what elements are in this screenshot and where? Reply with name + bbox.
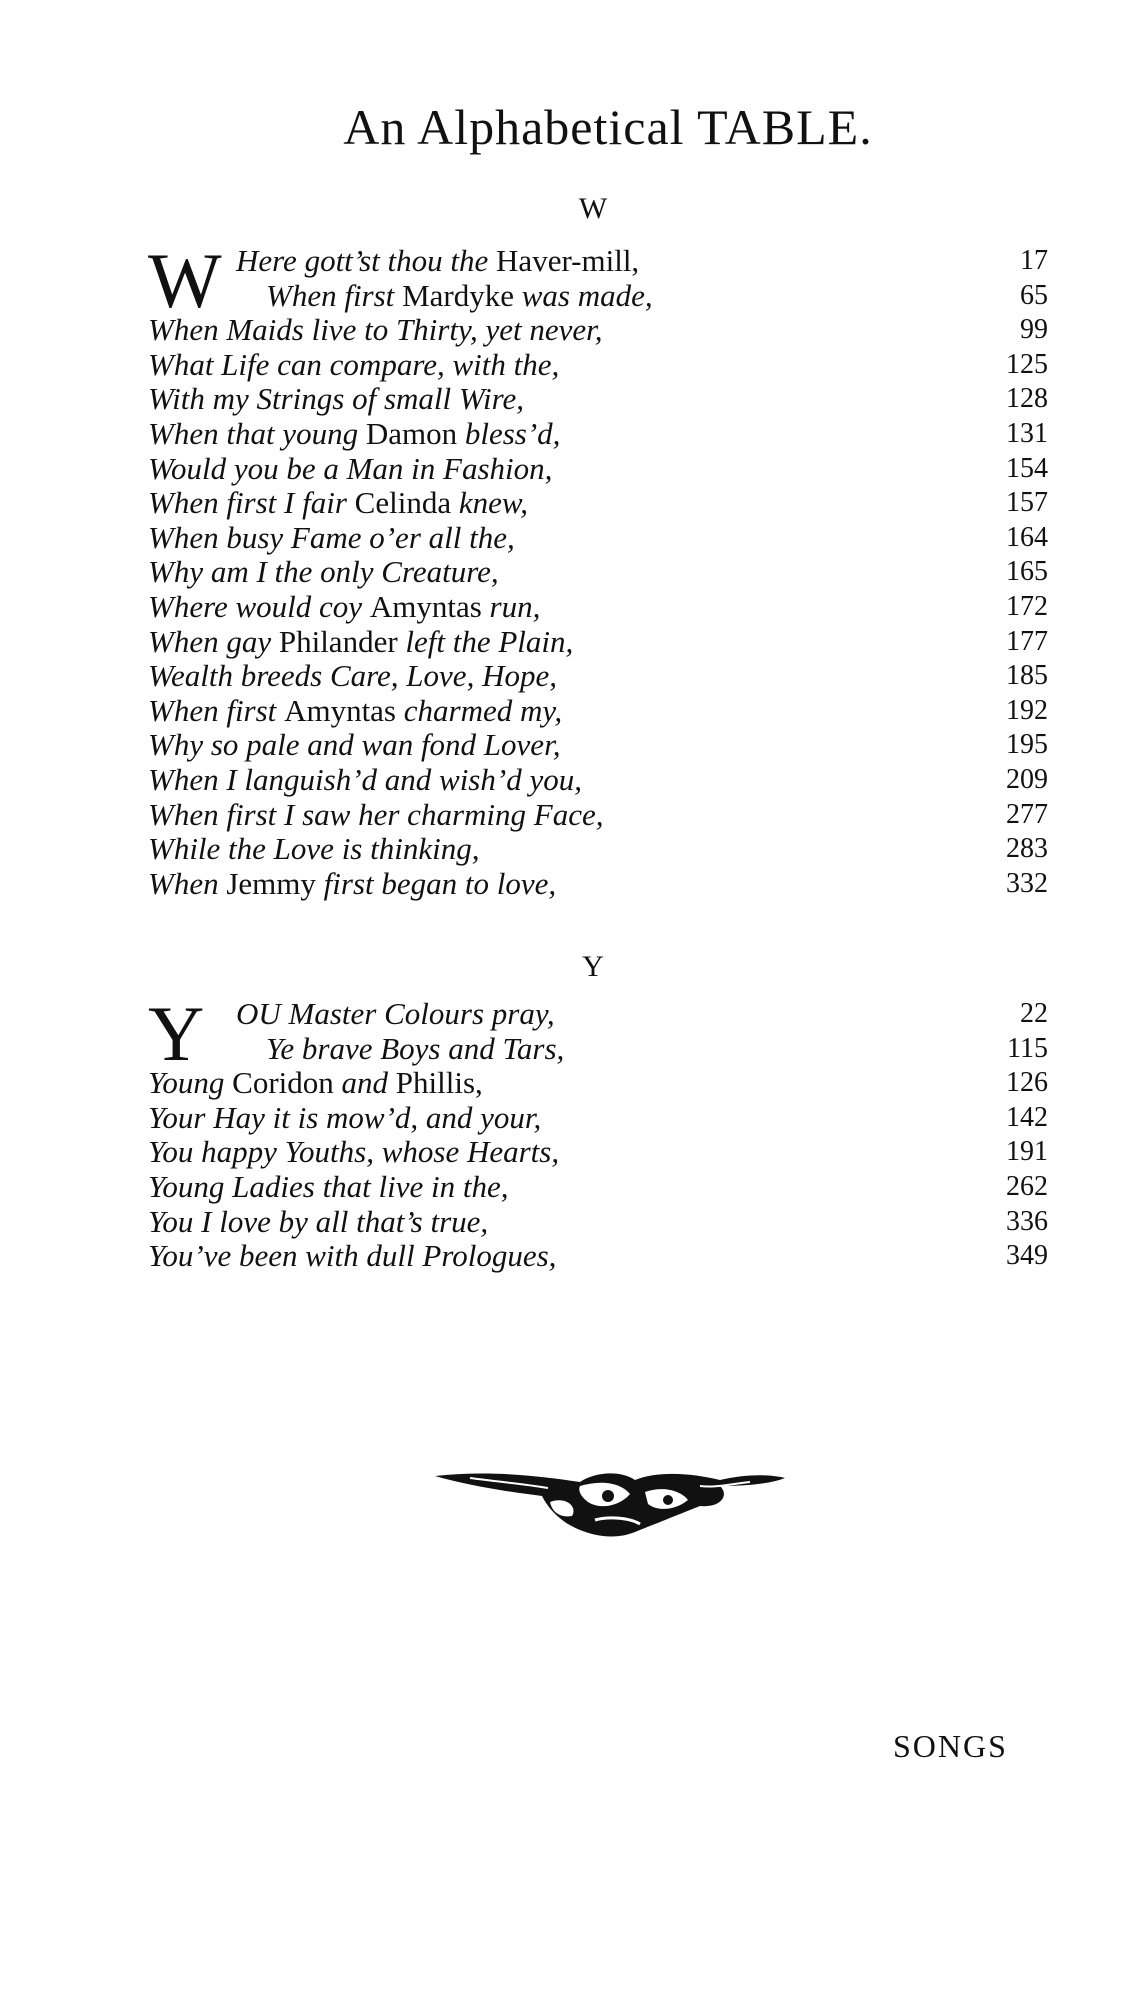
page-number: 115: [1007, 1032, 1048, 1064]
entry-text: knew,: [458, 485, 528, 521]
drop-cap: W: [148, 237, 222, 324]
entry-text: OU Master Colours pray,: [236, 996, 555, 1031]
page-number: 277: [1006, 798, 1048, 830]
floral-ornament-icon: [430, 1462, 790, 1552]
section-w-entries: [148, 237, 1048, 901]
entry-first-line: [148, 590, 540, 625]
table-row: [148, 382, 1048, 417]
entry-text: You’ve been with dull Prologues,: [148, 1238, 557, 1274]
table-row: [148, 1135, 1048, 1170]
page-number: 185: [1006, 660, 1048, 692]
table-row: [148, 625, 1048, 660]
table-row: [148, 1170, 1048, 1205]
page-number: 131: [1006, 417, 1048, 449]
section-letter-y: Y: [582, 950, 604, 983]
page-number: 126: [1006, 1067, 1048, 1099]
entry-text: You I love by all that’s true,: [148, 1203, 489, 1239]
page-title: An Alphabetical TABLE.: [343, 99, 873, 155]
entry-text: Ye brave Boys and Tars,: [266, 1030, 565, 1066]
entry-text: Where would coy: [148, 588, 370, 624]
section-y-entries: [148, 990, 1048, 1274]
page-number: 283: [1006, 833, 1048, 865]
page-number: 165: [1006, 556, 1048, 588]
entry-text: Haver-mill,: [496, 243, 640, 278]
table-row: [148, 313, 1048, 348]
page-number: 65: [1020, 279, 1048, 311]
entry-text: With my Strings of small Wire,: [148, 381, 525, 417]
entry-first-line: [148, 382, 524, 417]
entry-text: What Life can compare, with the,: [148, 346, 560, 382]
page-number: 142: [1006, 1101, 1048, 1133]
entry-first-line: [148, 694, 562, 729]
entry-text: Why am I the only Creature,: [148, 554, 499, 590]
table-row: [148, 348, 1048, 383]
table-row: [148, 832, 1048, 867]
table-row: [148, 763, 1048, 798]
entry-text: first began to love,: [323, 865, 557, 901]
entry-first-line: [148, 728, 560, 763]
page-number: 192: [1006, 694, 1048, 726]
entry-text: When gay: [148, 623, 279, 659]
table-row: [148, 1101, 1048, 1136]
entry-first-line: [148, 1032, 564, 1067]
drop-cap: Y: [148, 990, 205, 1077]
entry-text: and: [341, 1065, 396, 1101]
entry-text: Wealth breeds Care, Love, Hope,: [148, 658, 557, 694]
entry-first-line: [148, 1170, 509, 1205]
page-number: 164: [1006, 521, 1048, 553]
entry-text: While the Love is thinking,: [148, 831, 480, 867]
entry-text: Young Ladies that live in the,: [148, 1168, 509, 1204]
table-row: [148, 590, 1048, 625]
table-row: [148, 798, 1048, 833]
entry-first-line: [148, 1205, 488, 1240]
page-number: 22: [1020, 998, 1048, 1029]
entry-first-line: [148, 279, 653, 314]
entry-first-line: [148, 1239, 556, 1274]
entry-first-line: [148, 521, 515, 556]
page-number: 17: [1020, 245, 1048, 276]
entry-first-line: [148, 555, 499, 590]
entry-text: Phillis,: [395, 1065, 483, 1101]
entry-first-line: [148, 313, 603, 348]
section-letter-w: W: [578, 192, 608, 225]
entry-text: Coridon: [232, 1065, 342, 1101]
entry-first-line: [148, 867, 556, 902]
entry-first-line: [148, 452, 552, 487]
table-row: [148, 521, 1048, 556]
entry-first-line: [148, 486, 528, 521]
table-row: [148, 694, 1048, 729]
entry-text: When I languish’d and wish’d you,: [148, 761, 582, 797]
page-number: 128: [1006, 383, 1048, 415]
entry-text: Celinda: [354, 485, 459, 521]
entry-text: Amyntas: [284, 692, 404, 728]
page-number: 191: [1006, 1136, 1048, 1168]
entry-first-line: [148, 1135, 559, 1170]
entry-first-line: [148, 832, 479, 867]
table-row: [148, 659, 1048, 694]
table-row: [148, 1066, 1048, 1101]
entry-first-line: [148, 348, 559, 383]
table-row: [148, 555, 1048, 590]
entry-text: When first I fair: [148, 485, 355, 521]
entry-first-line: [148, 997, 555, 1032]
entry-first-line: [148, 798, 603, 833]
entry-first-line: [148, 417, 560, 452]
table-row: [148, 279, 1048, 314]
entry-first-line: [148, 1101, 541, 1136]
page-number: 177: [1006, 625, 1048, 657]
entry-text: bless’d,: [464, 415, 561, 451]
entry-text: Jemmy: [226, 865, 324, 901]
page-number: 336: [1006, 1205, 1048, 1237]
entry-text: When: [148, 865, 227, 901]
entry-text: run,: [489, 588, 541, 624]
entry-text: Philander: [278, 623, 406, 659]
entry-first-line: [148, 244, 639, 279]
page-number: 209: [1006, 763, 1048, 795]
page-number: 349: [1006, 1240, 1048, 1272]
entry-first-line: [148, 1066, 483, 1101]
entry-text: charmed my,: [403, 692, 563, 728]
table-row: [148, 452, 1048, 487]
page-number: 99: [1020, 314, 1048, 346]
table-row: [148, 1239, 1048, 1274]
table-row: [148, 728, 1048, 763]
entry-text: When first I saw her charming Face,: [148, 796, 604, 832]
entry-text: When Maids live to Thirty, yet never,: [148, 312, 603, 348]
entry-text: Here gott’st thou the: [236, 243, 497, 278]
page-number: 172: [1006, 590, 1048, 622]
table-row: [148, 1205, 1048, 1240]
entry-text: You happy Youths, whose Hearts,: [148, 1134, 560, 1170]
page-number: 157: [1006, 487, 1048, 519]
table-row: [148, 867, 1048, 902]
table-row: [148, 1032, 1048, 1067]
entry-text: Mardyke: [402, 277, 522, 313]
catchword: SONGS: [893, 1728, 1008, 1764]
entry-text: Damon: [365, 415, 465, 451]
page-number: 332: [1006, 867, 1048, 899]
entry-text: left the Plain,: [405, 623, 574, 659]
page-number: 125: [1006, 348, 1048, 380]
entry-text: When first: [148, 692, 285, 728]
entry-text: Would you be a Man in Fashion,: [148, 450, 553, 486]
entry-text: Your Hay it is mow’d, and your,: [148, 1099, 542, 1135]
entry-text: When first: [266, 277, 403, 313]
entry-text: When busy Fame o’er all the,: [148, 519, 515, 555]
entry-first-line: [148, 659, 557, 694]
page-number: 262: [1006, 1170, 1048, 1202]
page-number: 195: [1006, 729, 1048, 761]
entry-text: Why so pale and wan fond Lover,: [148, 727, 561, 763]
page-number: 154: [1006, 452, 1048, 484]
entry-text: Young: [148, 1065, 233, 1101]
entry-text: When that young: [148, 415, 366, 451]
entry-first-line: [148, 763, 582, 798]
entry-text: was made,: [521, 277, 653, 313]
table-row: [148, 417, 1048, 452]
table-row: [148, 486, 1048, 521]
entry-first-line: [148, 625, 573, 660]
entry-text: Amyntas: [369, 588, 490, 624]
